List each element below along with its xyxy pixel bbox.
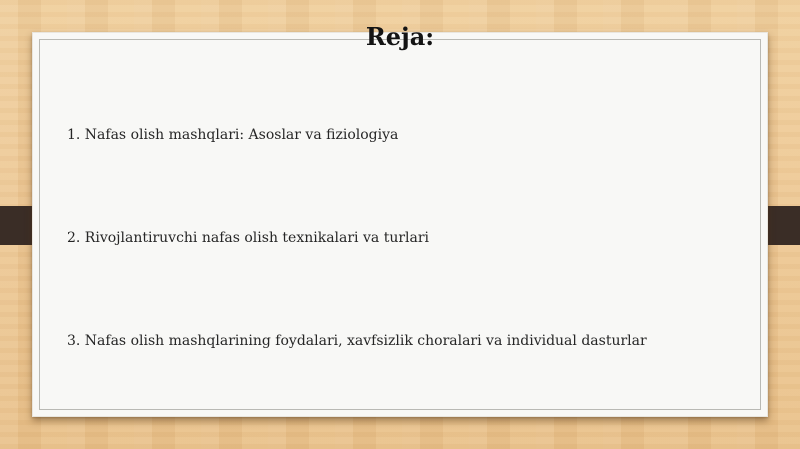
slide-card bbox=[32, 32, 768, 417]
slide-inner-border bbox=[39, 39, 761, 410]
plan-item-1: 1. Nafas olish mashqlari: Asoslar va fiziologiya bbox=[67, 127, 399, 143]
plan-item-3: 3. Nafas olish mashqlarining foydalari, xavfsizlik choralari va individual dasturlar bbox=[67, 333, 647, 349]
plan-item-2: 2. Rivojlantiruvchi nafas olish texnikalari va turlari bbox=[67, 230, 430, 246]
slide-title: Reja: bbox=[365, 22, 435, 51]
